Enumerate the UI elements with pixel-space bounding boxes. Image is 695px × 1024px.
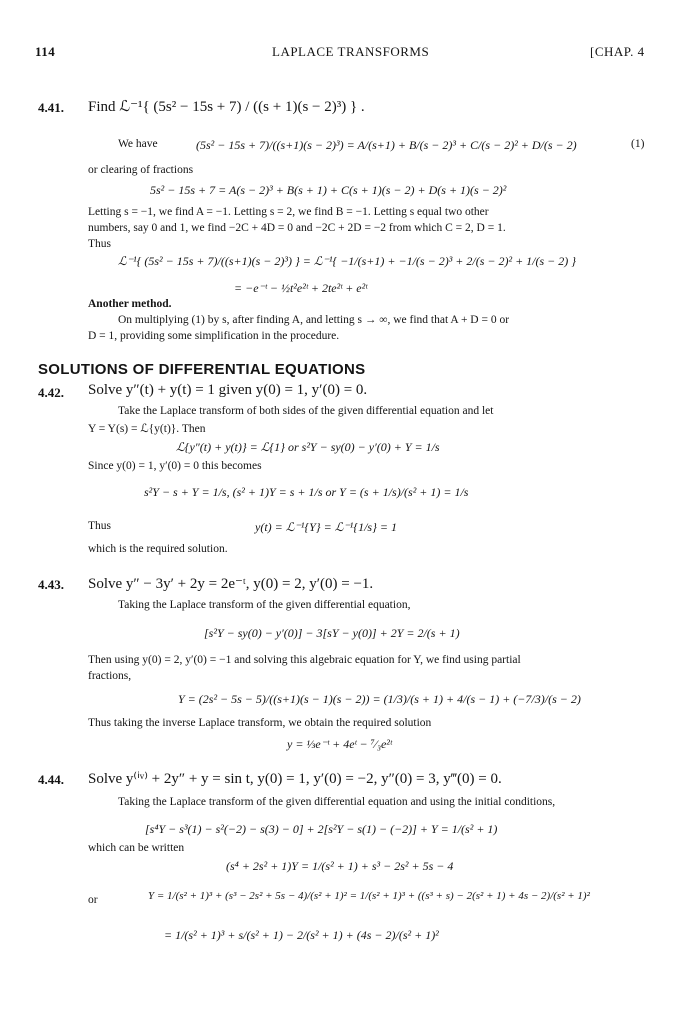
equation-4-41-partial-fractions: (5s² − 15s + 7)/((s+1)(s − 2)³) = A/(s+1) + B/(s − 2)³ + C/(s − 2)² + D/(s − 2) xyxy=(196,138,577,152)
equation-4-41-cleared: 5s² − 15s + 7 = A(s − 2)³ + B(s + 1) + C(s + 1)(s − 2) + D(s + 1)(s − 2)² xyxy=(150,183,507,197)
problem-4-42-statement: Solve y″(t) + y(t) = 1 given y(0) = 1, y′(0) = 0. xyxy=(88,382,368,398)
equation-4-41-result: = −e⁻ᵗ − ½t²e²ᵗ + 2te²ᵗ + e²ᵗ xyxy=(234,281,368,295)
equation-4-44-transform: [s⁴Y − s³(1) − s²(−2) − s(3) − 0] + 2[s²Y − s(1) − (−2)] + Y = 1/(s² + 1) xyxy=(145,822,498,836)
equation-4-44-decomposed: = 1/(s² + 1)³ + s/(s² + 1) − 2/(s² + 1) + (4s − 2)/(s² + 1)² xyxy=(164,928,439,942)
paragraph-line: Since y(0) = 1, y′(0) = 0 this becomes xyxy=(88,460,262,472)
equation-4-44-simplified: (s⁴ + 2s² + 1)Y = 1/(s² + 1) + s³ − 2s² + 5s − 4 xyxy=(226,859,454,873)
equation-4-43-partial-fractions: Y = (2s² − 5s − 5)/((s+1)(s − 1)(s − 2)) = (1/3)/(s + 1) + 4/(s − 1) + (−7/3)/(s − 2) xyxy=(178,692,581,706)
problem-number-4-44: 4.44. xyxy=(38,772,64,787)
equation-4-43-transform: [s²Y − sy(0) − y′(0)] − 3[sY − y(0)] + 2Y = 2/(s + 1) xyxy=(204,626,460,640)
paragraph-line: Take the Laplace transform of both sides of the given differential equation and let xyxy=(118,405,494,417)
chapter-label: [CHAP. 4 xyxy=(590,44,645,59)
thus-label: Thus xyxy=(88,520,111,532)
paragraph-line: D = 1, providing some simplification in the procedure. xyxy=(88,330,340,342)
paragraph-line: fractions, xyxy=(88,670,132,682)
paragraph-line: which can be written xyxy=(88,842,185,854)
equation-4-42-result: y(t) = ℒ⁻¹{Y} = ℒ⁻¹{1/s} = 1 xyxy=(255,520,397,534)
clearing-text: or clearing of fractions xyxy=(88,164,194,176)
paragraph-line: Thus taking the inverse Laplace transform, we obtain the required solution xyxy=(88,717,432,729)
problem-4-44-statement: Solve y⁽ⁱᵛ⁾ + 2y″ + y = sin t, y(0) = 1, y′(0) = −2, y″(0) = 3, y‴(0) = 0. xyxy=(88,771,502,787)
paragraph-line: Then using y(0) = 2, y′(0) = −1 and solving this algebraic equation for Y, we find using partial xyxy=(88,654,521,666)
problem-number-4-43: 4.43. xyxy=(38,577,64,592)
equation-4-42-solve: s²Y − s + Y = 1/s, (s² + 1)Y = s + 1/s or Y = (s + 1/s)/(s² + 1) = 1/s xyxy=(144,485,469,499)
problem-number-4-41: 4.41. xyxy=(38,100,64,115)
thus-label: Thus xyxy=(88,238,111,250)
equation-4-44-expanded: Y = 1/(s² + 1)³ + (s³ − 2s² + 5s − 4)/(s² + 1)² = 1/(s² + 1)³ + ((s³ + s) − 2(s² + 1) + 4s − 2)/(s² + 1)² xyxy=(148,890,590,902)
another-method-heading: Another method. xyxy=(88,298,172,310)
or-label: or xyxy=(88,894,98,906)
problem-4-43-statement: Solve y″ − 3y′ + 2y = 2e⁻ᵗ, y(0) = 2, y′(0) = −1. xyxy=(88,576,374,592)
paragraph-line: Letting s = −1, we find A = −1. Letting s = 2, we find B = −1. Letting s equal two other xyxy=(88,206,489,218)
paragraph-line: On multiplying (1) by s, after finding A, and letting s → ∞, we find that A + D = 0 or xyxy=(118,314,510,326)
equation-tag-1: (1) xyxy=(631,138,645,150)
equation-4-43-result: y = ⅓e⁻ᵗ + 4eᵗ − ⁷⁄₃e²ᵗ xyxy=(287,737,392,751)
we-have-label: We have xyxy=(118,138,158,150)
paragraph-line: numbers, say 0 and 1, we find −2C + 4D = 0 and −2C + 2D = −2 from which C = 2, D = 1. xyxy=(88,222,506,234)
running-title: LAPLACE TRANSFORMS xyxy=(272,44,430,59)
problem-number-4-42: 4.42. xyxy=(38,385,64,400)
page-number: 114 xyxy=(35,44,56,59)
paragraph-line: which is the required solution. xyxy=(88,543,228,555)
paragraph-line: Taking the Laplace transform of the given differential equation, xyxy=(118,599,411,611)
equation-4-42-transform: ℒ{y″(t) + y(t)} = ℒ{1} or s²Y − sy(0) − y′(0) + Y = 1/s xyxy=(176,440,440,454)
paragraph-line: Y = Y(s) = ℒ{y(t)}. Then xyxy=(88,423,206,435)
problem-4-41-statement: Find ℒ⁻¹{ (5s² − 15s + 7) / ((s + 1)(s − 2)³) } . xyxy=(88,99,365,115)
paragraph-line: Taking the Laplace transform of the given differential equation and using the initial conditions, xyxy=(118,796,556,808)
section-heading: SOLUTIONS OF DIFFERENTIAL EQUATIONS xyxy=(38,361,366,378)
equation-4-41-inverse: ℒ⁻¹{ (5s² − 15s + 7)/((s+1)(s − 2)³) } = ℒ⁻¹{ −1/(s+1) + −1/(s − 2)³ + 2/(s − 2)² + 1/(s − 2) } xyxy=(118,254,577,268)
